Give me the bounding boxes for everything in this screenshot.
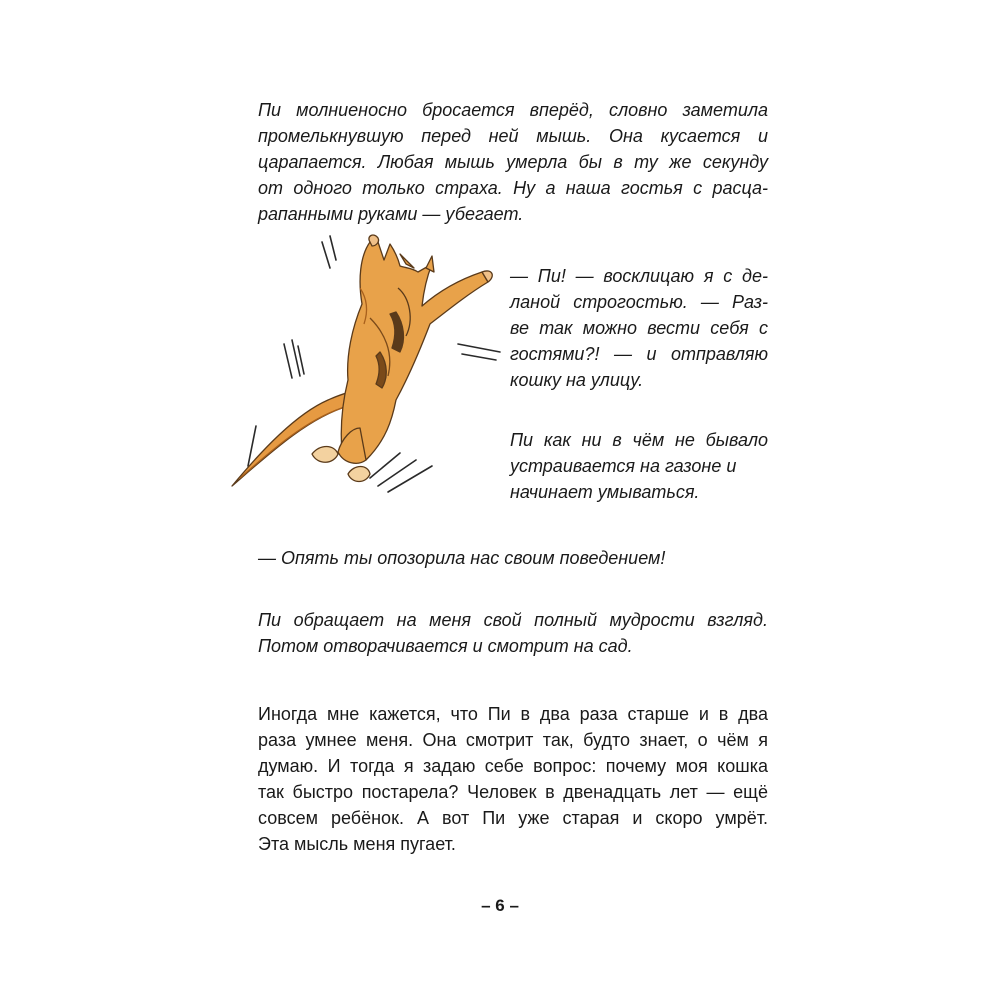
cat-illustration [220, 228, 505, 503]
paragraph-5-line-1: Пи обращает на меня свой полный мудрости взгляд. [258, 610, 768, 630]
paragraph-6-line-3: думаю. И тогда я задаю себе вопрос: почему моя кошка [258, 756, 768, 776]
paragraph-6-line-6: Эта мысль меня пугает. [258, 834, 456, 854]
paragraph-2-line-2: ланой строгостью. — Раз- [510, 292, 768, 312]
paragraph-1-line-1: Пи молниеносно бросается вперёд, словно заметила [258, 100, 768, 120]
paragraph-6-line-1: Иногда мне кажется, что Пи в два раза старше и в два [258, 704, 768, 724]
paragraph-6-line-2: раза умнее меня. Она смотрит так, будто знает, о чём я [258, 730, 768, 750]
paragraph-6-line-4: так быстро постарела? Человек в двенадцать лет — ещё [258, 782, 768, 802]
paragraph-5-line-2: Потом отворачивается и смотрит на сад. [258, 636, 633, 656]
page-number: – 6 – [481, 896, 519, 915]
paragraph-3-line-1: Пи как ни в чём не бывало [510, 430, 768, 450]
paragraph-4-line-1: — Опять ты опозорила нас своим поведением! [258, 548, 666, 568]
paragraph-1-line-3: царапается. Любая мышь умерла бы в ту же секунду [258, 152, 768, 172]
paragraph-1-line-5: рапанными руками — убегает. [258, 204, 524, 224]
paragraph-3-line-3: начинает умываться. [510, 482, 700, 502]
paragraph-2-line-5: кошку на улицу. [510, 370, 644, 390]
paragraph-2-line-4: гостями?! — и отправляю [510, 344, 768, 364]
paragraph-2-line-3: ве так можно вести себя с [510, 318, 768, 338]
paragraph-1-line-2: промелькнувшую перед ней мышь. Она кусается и [258, 126, 768, 146]
paragraph-1-line-4: от одного только страха. Ну а наша гостья с расца- [258, 178, 768, 198]
paragraph-3-line-2: устраивается на газоне и [510, 456, 737, 476]
paragraph-2-line-1: — Пи! — восклицаю я с де- [510, 266, 768, 286]
cat-body [232, 235, 492, 486]
paragraph-6-line-5: совсем ребёнок. А вот Пи уже старая и скоро умрёт. [258, 808, 768, 828]
